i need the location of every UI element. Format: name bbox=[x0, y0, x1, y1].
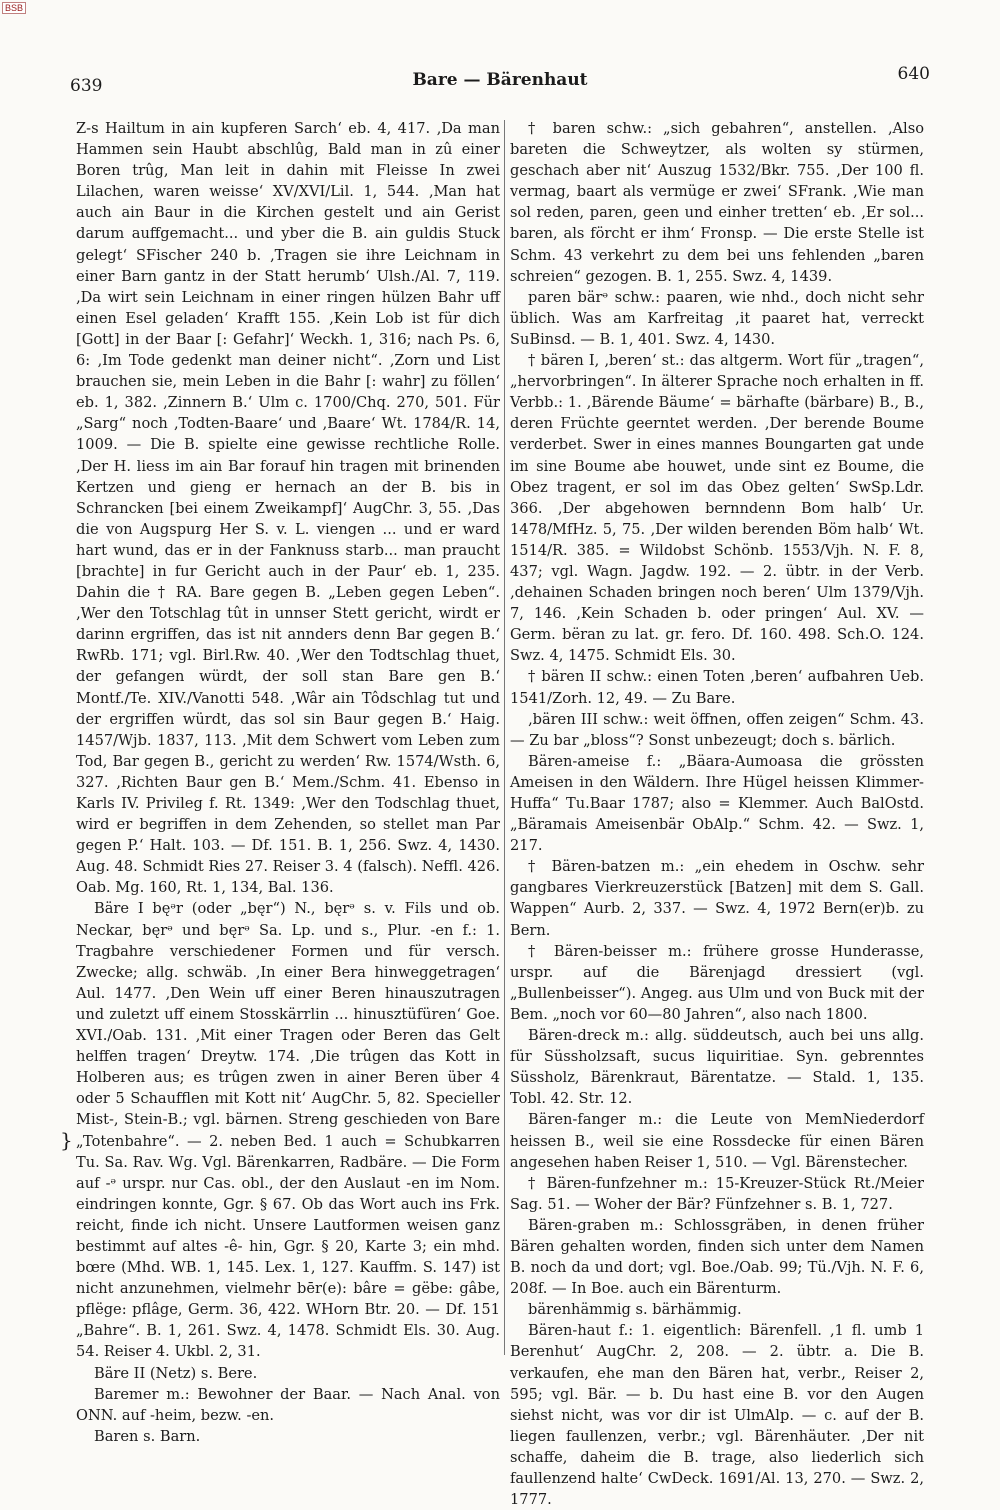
entry-text: Z-s Hailtum in ain kupferen Sarch‘ eb. 4, 417. ‚Da man Hammen sein Haubt abschlûg, Bald man in zû einer Boren trûg, Man leit in dahin mit Fleisse In zwei Lilachen, waren weisse‘ XV/XVI/Lil. 1, 544. ‚Man hat auch ain Baur in die Kirchen gestelt und ain Gerist darum auffgemacht... und yber die B. ain guldis Stuck gelegt‘ SFischer 240 b. ‚Tragen sie ihre Leichnam in einer Barn gantz in der Statt herumb‘ Ulsh./Al. 7, 119. ‚Da wirt sein Leichnam in einer ringen hülzen Bahr uff einen Esel geladen‘ Krafft 155. ‚Kein Lob ist für dich [Gott] in der Baar [: Gefahr]‘ Weckh. 1, 316; nach Ps. 6, 6: ‚Im Tode gedenkt man deiner nicht“. ‚Zorn und List brauchen sie, mein Leben in die Bahr [: wahr] zu föllen‘ eb. 1, 382. ‚Zinnern B.‘ Ulm c. 1700/Chq. 270, 501. Für „Sarg“ noch ‚Todten-Baare‘ und ‚Baare‘ Wt. 1784/R. 14, 1009. — Die B. spielte eine gewisse rechtliche Rolle. ‚Der H. liess im ain Bar forauf hin tragen mit brinenden Kertzen und gieng er hernach an der B. bis in Schrancken [bei einem Zweikampf]‘ AugChr. 3, 55. ‚Das die von Augspurg Her S. v. L. viengen ... und er ward hart wund, das er in der Fanknuss starb... man praucht [brachte] in fur Gericht auch in der Paur‘ eb. 1, 235. Dahin die † RA. Bare gegen B. „Leben gegen Leben“. ‚Wer den Totschlag tût in unnser Stett gericht, wirdt er darinn ergriffen, das ist nit annders denn Bar gegen B.‘ RwRb. 171; vgl. Birl.Rw. 40. ‚Wer den Todtschlag thuet, der gefangen würdt, der soll stan Bare gen B.‘ Montf./Te. XIV./Vanotti 548. ‚Wâr ain Tôdschlag tut und der ergriffen würdt, das sol sin Baur gegen B.‘ Haig. 1457/Wjb. 1837, 113. ‚Mit dem Schwert vom Leben zum Tod, Bar gegen B., gericht zu werden‘ Rw. 1574/Wsth. 6, 327. ‚Richten Baur gen B.‘ Mem./Schm. 41. Ebenso in Karls IV. Privileg f. Rt. 1349: ‚Wer den Todschlag thuet, wird er begriffen in dem Zehenden, so stellet man Par gegen P.‘ Halt. 103. — Df. 151. B. 1, 256. Swz. 4, 1430. Aug. 48. Schmidt Ries 27. Reiser 3. 4 (falsch). Neffl. 426. Oab. Mg. 160, Rt. 1, 134, Bal. 136. bbox=[76, 120, 500, 897]
entry-text: † baren schw.: „sich gebahren“, anstellen. ‚Also bareten die Schweytzer, als wolten sy stürmen, geschach aber nit‘ Auszug 1532/Bkr. 755. ‚Der 100 fl. vermag, baart als vermüge er zwei‘ SFrank. ‚Wie man sol reden, paren, geen und einher tretten‘ eb. ‚Er sol... baren, als förcht er ihm‘ Fronsp. — Die erste Stelle ist Schm. 43 verkehrt zu dem bei uns fehlenden „baren schreien“ gezogen. B. 1, 255. Swz. 4, 1439. bbox=[510, 120, 924, 285]
entry-text: paren bärᵊ schw.: paaren, wie nhd., doch nicht sehr üblich. Was am Karfreitag ‚it paaret hat, verreckt SuBinsd. — B. 1, 401. Swz. 4, 1430. bbox=[510, 288, 924, 348]
margin-mark: } bbox=[60, 1128, 73, 1152]
entry-text: † bären II schw.: einen Toten ‚beren‘ aufbahren Ueb. 1541/Zorh. 12, 49. — Zu Bare. bbox=[510, 668, 924, 707]
running-title: Bare — Bärenhaut bbox=[412, 70, 588, 90]
entry-text: bärenhämmig s. bärhämmig. bbox=[528, 1301, 742, 1319]
entry-text: † Bären-beisser m.: frühere grosse Hunderasse, urspr. auf die Bärenjagd dressiert (vgl. „Bullenbeisser“). Angeg. aus Ulm und von Buck mit der Bem. „noch vor 60—80 Jahren“, also nach 1800. bbox=[510, 942, 924, 1023]
page-number-right: 640 bbox=[897, 64, 930, 84]
entry-text: † Bären-batzen m.: „ein ehedem in Oschw. sehr gangbares Vierkreuzerstück [Batzen] mit dem S. Gall. Wappen“ Aurb. 2, 337. — Swz. 4, 1972 Bern(er)b. zu Bern. bbox=[510, 858, 924, 939]
library-stamp: BSB bbox=[2, 2, 26, 14]
entry-text: † bären I, ‚beren‘ st.: das altgerm. Wort für „tragen“, „hervorbringen“. In älterer Sprache noch erhalten in ff. Verbb.: 1. ‚Bärende Bäume‘ = bärhafte (bärbare) B., B., deren Früchte geerntet werden. ‚Der berende Boume verderbet. Swer in eines mannes Boungarten gat unde im sine Boume abe houwet, unde sint ez Boume, die Obez tragent, er sol im das Obez gelten‘ SwSp.Ldr. 366. ‚Der abgehowen bernndenn Bom halb‘ Ur. 1478/MfHz. 5, 75. ‚Der wilden berenden Böm halb‘ Wt. 1514/R. 385. = Wildobst Schönb. 1553/Vjh. N. F. 8, 437; vgl. Wagn. Jagdw. 192. — 2. übtr. in der Verb. ‚dehainen Schaden bringen noch beren‘ Ulm 1379/Vjh. 7, 146. ‚Kein Schaden b. oder pringen‘ Aul. XV. — Germ. bëran zu lat. gr. fero. Df. 160. 498. Sch.O. 124. Swz. 4, 1475. Schmidt Els. 30. bbox=[510, 352, 924, 665]
page-header bbox=[70, 64, 930, 94]
entry-text: Bären-haut f.: 1. eigentlich: Bärenfell. ‚1 fl. umb 1 Berenhut‘ AugChr. 2, 208. — 2. übtr. a. Die B. verkaufen, ehe man den Bären hat, verbr., Reiser 2, 595; vgl. Bär. — b. Du hast eine B. vor den Augen siehst nicht, was vor dir ist UlmAlp. — c. auf der B. liegen faullenzen, verbr.; vgl. Bärenhäuter. ‚Der nit schaffe, daheim die B. trage, also liederlich sich faullenzend halte‘ CwDeck. 1691/Al. 13, 270. — Swz. 2, 1777. bbox=[510, 1322, 924, 1509]
entry-text: Bären-graben m.: Schlossgräben, in denen früher Bären gehalten worden, finden sich unter dem Namen B. noch da und dort; vgl. Boe./Oab. 99; Tü./Vjh. N. F. 6, 208f. — In Boe. auch ein Bärenturm. bbox=[510, 1216, 924, 1298]
left-column bbox=[76, 118, 500, 1445]
entry-text: † Bären-funfzehner m.: 15-Kreuzer-Stück Rt./Meier Sag. 51. — Woher der Bär? Fünfzehner s. B. 1, 727. bbox=[510, 1174, 924, 1213]
right-column bbox=[510, 118, 924, 1509]
entry-text: Bären-ameise f.: „Bäara-Aumoasa die grössten Ameisen in den Wäldern. Ihre Hügel heissen Klimmer-Huffa“ Tu.Baar 1787; also = Klemmer. Auch BalOstd. „Bäramais Ameisenbär ObAlp.“ Schm. 42. — Swz. 1, 217. bbox=[510, 752, 924, 855]
entry-text: Bären-dreck m.: allg. süddeutsch, auch bei uns allg. für Süssholzsaft, sucus liquiritiae. Syn. gebrenntes Süssholz, Bärenkraut, Bärentatze. — Stald. 1, 135. Tobl. 42. Str. 12. bbox=[510, 1027, 924, 1108]
column-divider bbox=[504, 120, 505, 1355]
entry-text: ‚bären III schw.: weit öffnen, offen zeigen“ Schm. 43. — Zu bar „bloss“? Sonst unbezeugt; doch s. bärlich. bbox=[510, 710, 924, 749]
page-number-left: 639 bbox=[70, 76, 103, 96]
entry-text: Bäre I bęᵊr (oder „bęr“) N., bęrᵊ s. v. Fils und ob. Neckar, bęrᵊ und bęrᵊ Sa. Lp. und s., Plur. -en f.: 1. Tragbahre verschiedener Formen und für versch. Zwecke; allg. schwäb. ‚In einer Bera hinweggetragen‘ Aul. 1477. ‚Den Wein uff einer Beren hinauszutragen und zuletzt uff einem Stosskärrlin ... hinusztüfüren‘ Goe. XVI./Oab. 131. ‚Mit einer Tragen oder Beren das Gelt helffen tragen‘ Dreytw. 174. ‚Die trûgen das Kott in Holberen aus; es trûgen zwen in ainer Beren über 4 oder 5 Schaufflen mit Kott nit‘ AugChr. 5, 82. Specieller Mist-, Stein-B.; vgl. bärnen. Streng geschieden von Bare „Totenbahre“. — 2. neben Bed. 1 auch = Schubkarren Tu. Sa. Rav. Wg. Vgl. Bärenkarren, Radbäre. — Die Form auf -ᵊ urspr. nur Cas. obl., der den Auslaut -en im Nom. eindringen konnte, Ggr. § 67. Ob das Wort auch ins Frk. reicht, finde ich nicht. Unsere Lautformen weisen ganz bestimmt auf altes -ê- hin, Ggr. § 20, Karte 3; ein mhd. bœre (Mhd. WB. 1, 145. Lex. 1, 127. Kauffm. S. 147) ist nicht anzunehmen, vielmehr bēr(e): bâre = gëbe: gâbe, pflëge: pflâge, Germ. 36, 422. WHorn Btr. 20. — Df. 151 „Bahre“. B. 1, 261. Swz. 4, 1478. Schmidt Els. 30. Aug. 54. Reiser 4. Ukbl. 2, 31. bbox=[76, 900, 500, 1361]
entry-text: Baremer m.: Bewohner der Baar. — Nach Anal. von ONN. auf -heim, bezw. -en. bbox=[76, 1385, 500, 1424]
entry-text: Bäre II (Netz) s. Bere. bbox=[94, 1364, 258, 1382]
entry-text: Bären-fanger m.: die Leute von MemNiederdorf heissen B., weil sie eine Rossdecke für einen Bären angesehen haben Reiser 1, 510. — Vgl. Bärenstecher. bbox=[510, 1111, 924, 1171]
entry-text: Baren s. Barn. bbox=[94, 1427, 201, 1445]
